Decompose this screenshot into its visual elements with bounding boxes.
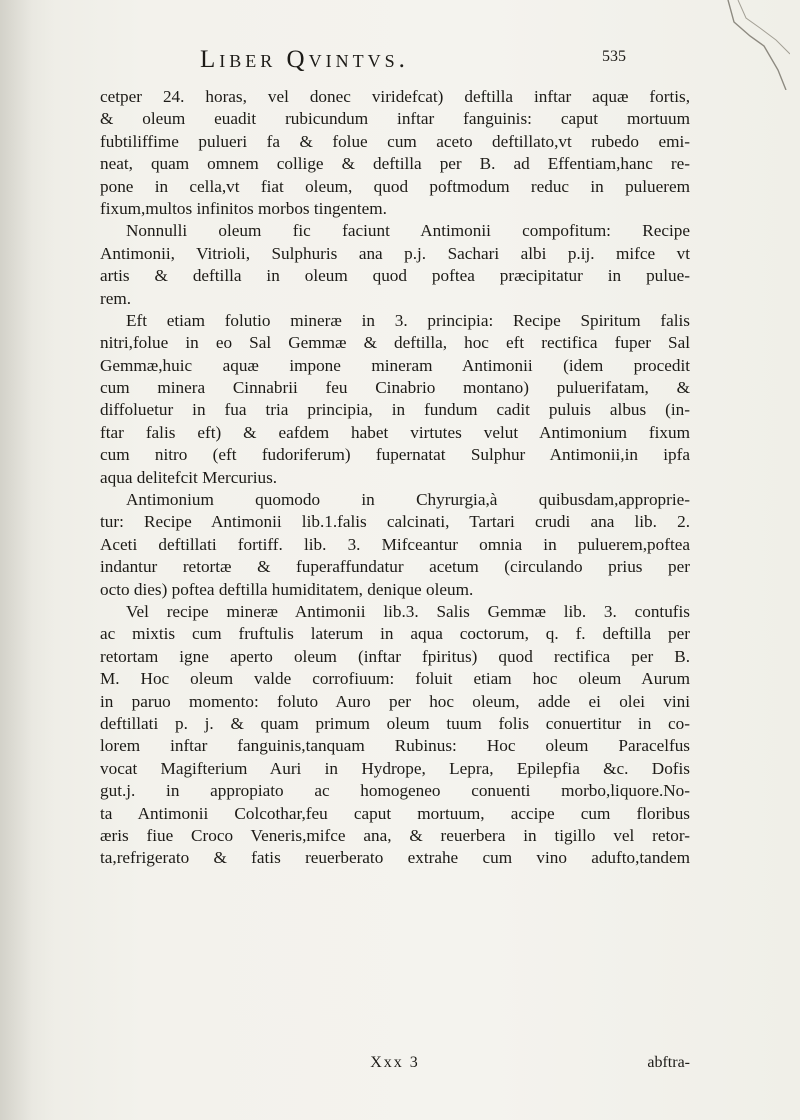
text-line: Antimonium quomodo in Chyrurgia,à quibusdam,approprie- [126,490,690,510]
text-line: gut.j. in appropiato ac homogeneo conuenti morbo,liquore.No- [100,781,690,801]
text-line: neat, quam omnem collige & deftilla per B. ad Effentiam,hanc re- [100,154,690,174]
text-line: M. Hoc oleum valde corrofiuum: foluit etiam hoc oleum Aurum [100,669,690,689]
text-line: in paruo momento: foluto Auro per hoc oleum, adde ei olei vini [100,691,690,711]
text-line: ta Antimonii Colcothar,feu caput mortuum, accipe cum floribus [100,803,690,823]
text-line: Gemmæ,huic aquæ impone mineram Antimonii (idem procedit [100,355,690,375]
body-text [100,86,690,870]
text-line: ta,refrigerato & fatis reuerberato extrahe cum vino adufto,tandem [100,848,690,868]
text-line: diffoluetur in fua tria principia, in fundum cadit puluis albus (in- [100,400,690,420]
catchword: abftra- [647,1054,690,1071]
text-line: cum minera Cinnabrii feu Cinabrio montano) puluerifatam, & [100,378,690,398]
text-line: Eft etiam folutio mineræ in 3. principia: Recipe Spiritum falis [126,310,690,330]
text-line: ftar falis eft) & eafdem habet virtutes velut Antimonium fixum [100,422,690,442]
page-number: 535 [602,48,626,65]
text-line: aqua delitefcit Mercurius. [100,467,278,487]
text-line: æris fiue Croco Veneris,mifce ana, & reuerbera in tigillo vel retor- [100,825,690,845]
text-line: pone in cella,vt fiat oleum, quod poftmodum reduc in puluerem [100,176,690,196]
text-line: retortam igne aperto oleum (inftar fpiritus) quod rectifica per B. [100,646,690,666]
page-header [200,46,626,86]
text-line: Nonnulli oleum fic faciunt Antimonii compofitum: Recipe [126,221,690,241]
text-line: cum nitro (eft fudoriferum) fupernatat Sulphur Antimonii,in ipfa [100,445,690,465]
text-line: vocat Magifterium Auri in Hydrope, Lepra, Epilepfia &c. Dofis [100,758,690,778]
text-line: cetper 24. horas, vel donec viridefcat) deftilla inftar aquæ fortis, [100,87,690,106]
gutter-shadow [0,0,54,1120]
page-footer [100,1054,690,1078]
text-line: lorem inftar fanguinis,tanquam Rubinus: Hoc oleum Paracelfus [100,736,690,756]
running-head: Liber Qvintvs. [200,46,409,73]
text-line: nitri,folue in eo Sal Gemmæ & deftilla, hoc eft rectifica fuper Sal [100,333,690,353]
text-line: indantur retortæ & fuperaffundatur acetum (circulando prius per [100,557,690,577]
text-line: tur: Recipe Antimonii lib.1.falis calcinati, Tartari crudi ana lib. 2. [100,512,690,532]
text-line: octo dies) poftea deftilla humiditatem, denique oleum. [100,579,474,599]
signature-mark: Xxx 3 [370,1054,420,1071]
torn-corner-mark [720,0,790,90]
text-line: fubtiliffime pulueri fa & folue cum aceto deftillato,vt rubedo emi- [100,131,690,151]
text-line: deftillati p. j. & quam primum oleum tuum folis conuertitur in co- [100,713,690,733]
text-line: rem. [100,288,132,308]
text-line: ac mixtis cum fruftulis laterum in aqua coctorum, q. f. deftilla per [100,624,690,644]
text-line: Antimonii, Vitrioli, Sulphuris ana p.j. Sachari albi p.ij. mifce vt [100,243,690,263]
text-line: & oleum euadit rubicundum inftar fanguinis: caput mortuum [100,109,690,129]
text-line: Aceti deftillati fortiff. lib. 3. Mifceantur omnia in puluerem,poftea [100,534,690,554]
text-line: fixum,multos infinitos morbos tingentem. [100,198,387,218]
text-line: artis & deftilla in oleum quod poftea præcipitatur in pulue- [100,266,690,286]
text-line: Vel recipe mineræ Antimonii lib.3. Salis Gemmæ lib. 3. contufis [126,601,690,621]
